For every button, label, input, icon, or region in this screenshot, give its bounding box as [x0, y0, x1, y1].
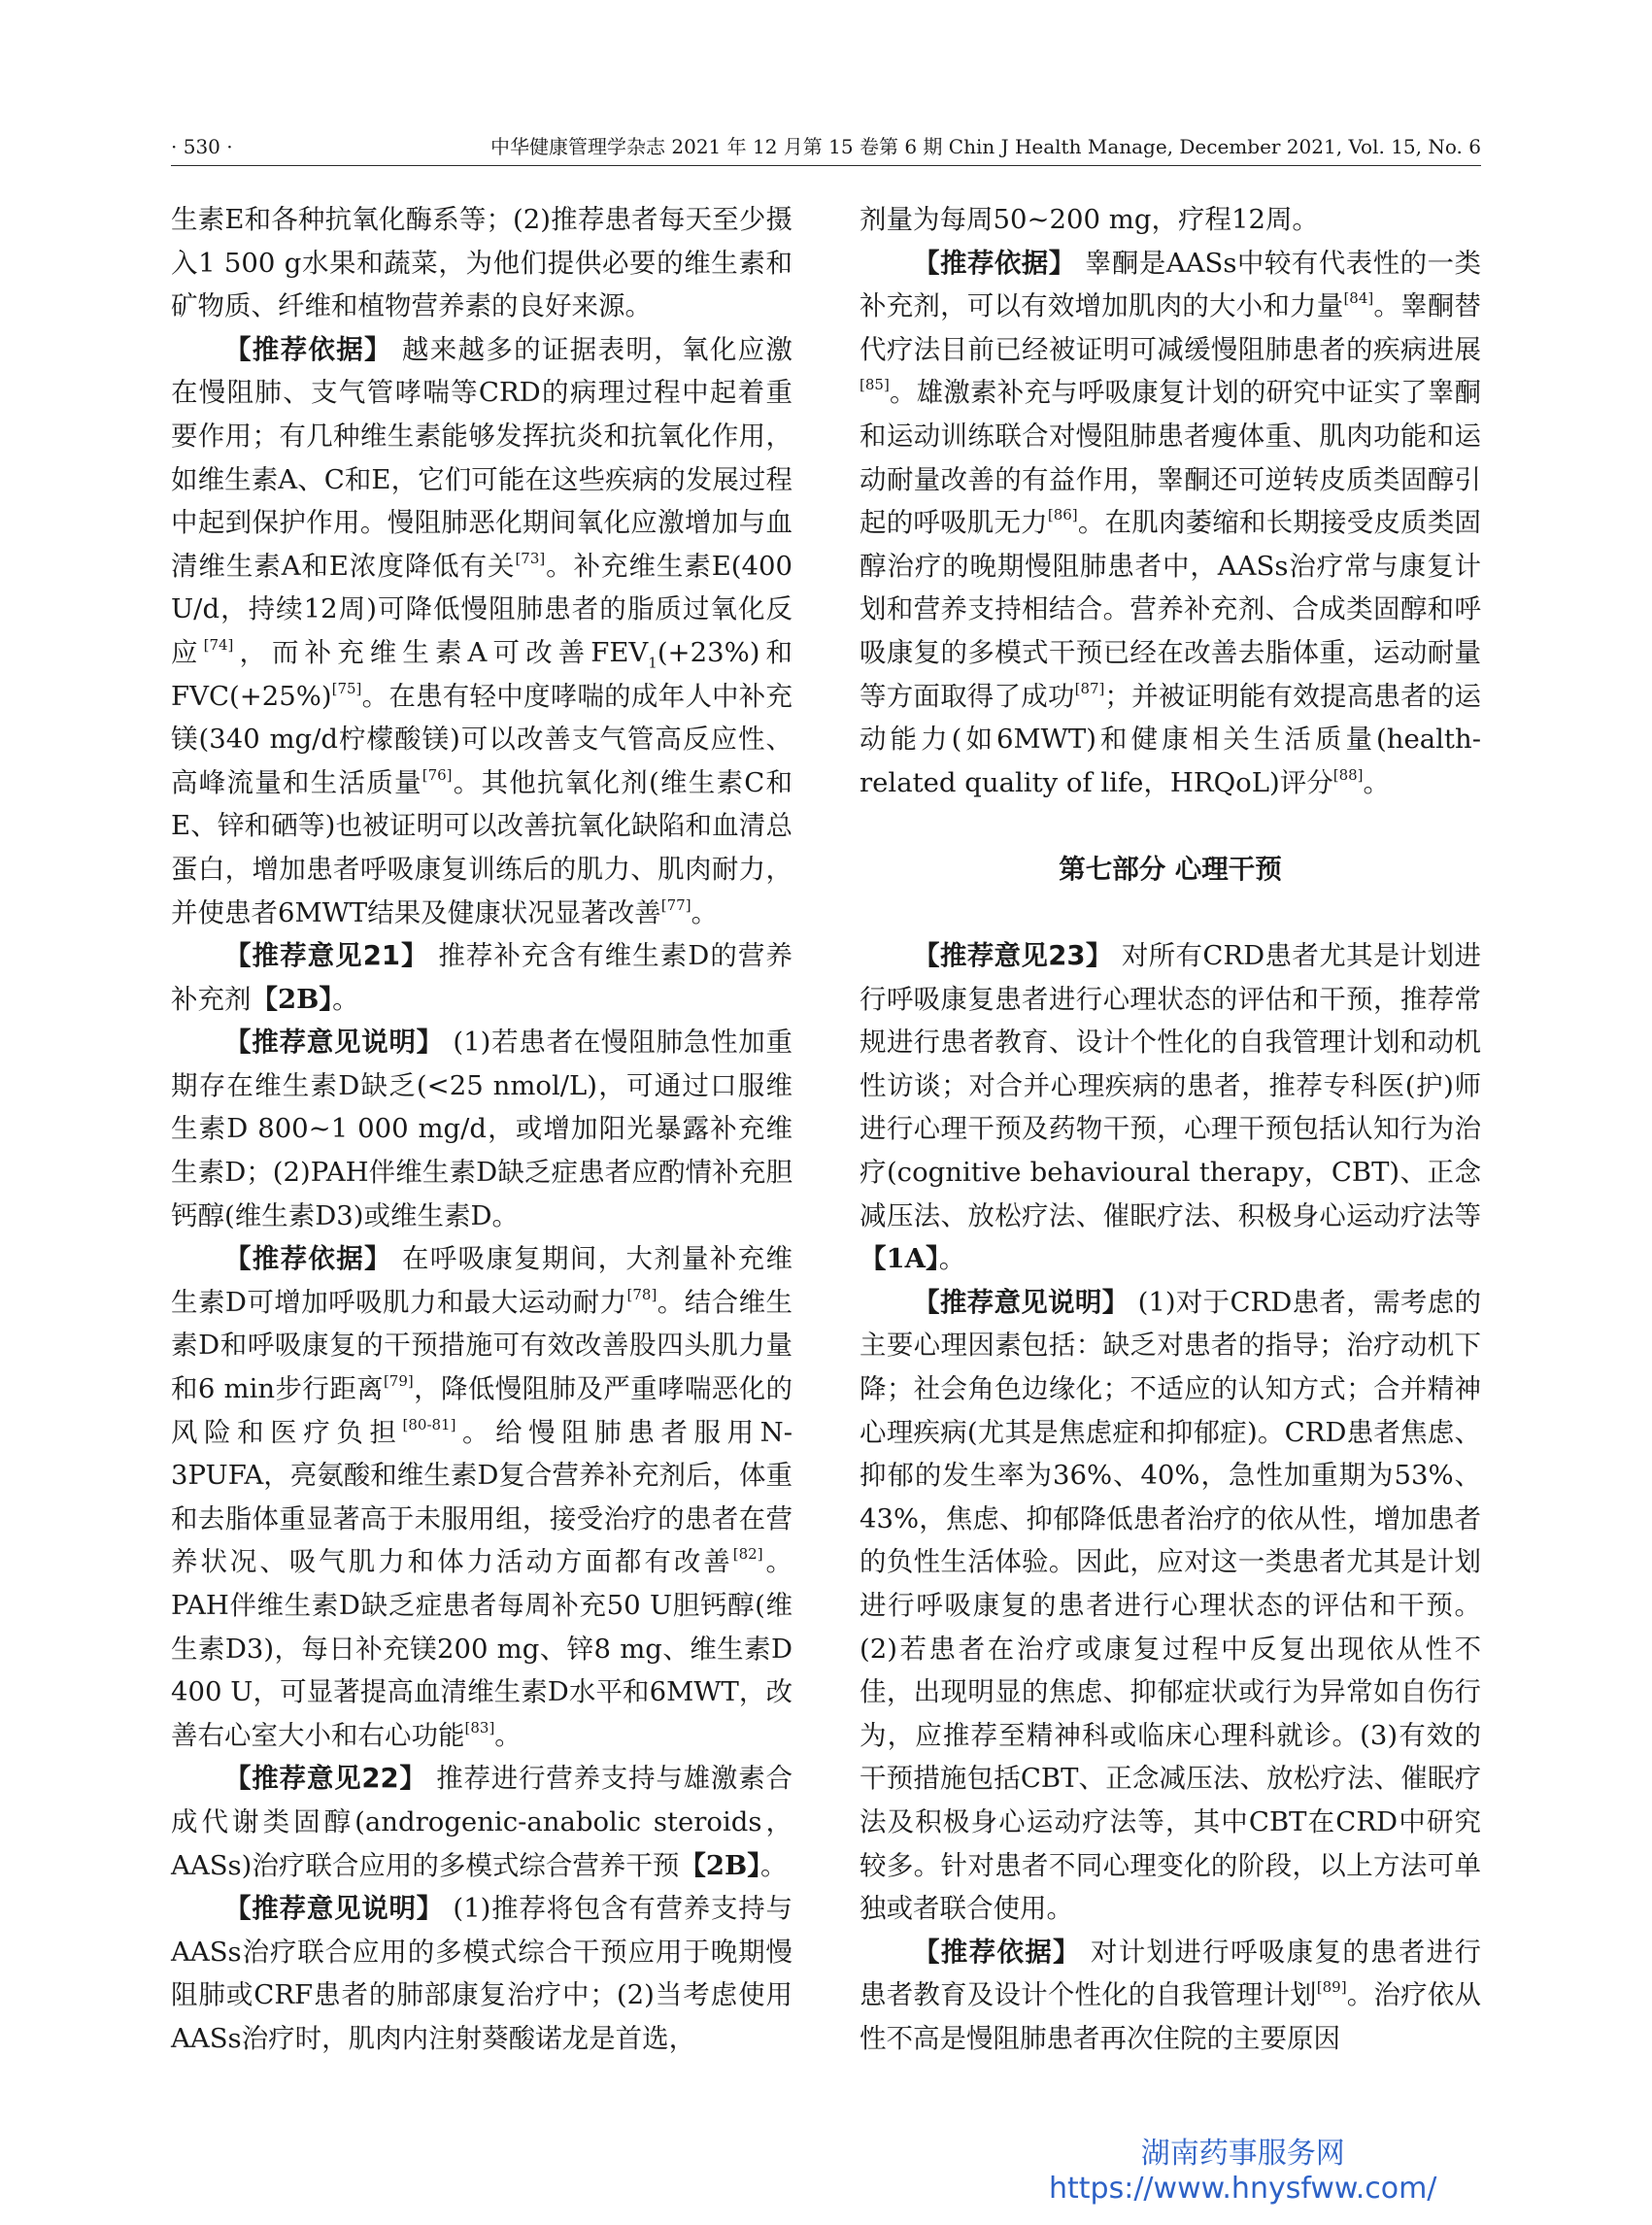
paragraph-text: 。PAH伴维生素D缺乏症患者每周补充50 U胆钙醇(维生素D3)，每日补充镁200 mg、锌8 mg、维生素D 400 U，可显著提高血清维生素D水平和6MWT，改善右心室大小和右心功能	[171, 1546, 793, 1751]
paragraph-text: 。治疗依从性不高是慢阻肺患者再次住院的主要原因	[860, 1979, 1482, 2054]
page-number: · 530 ·	[171, 135, 233, 158]
evidence-tag: 【推荐依据】	[224, 333, 392, 365]
paragraph-evidence-self-management	[860, 1931, 1481, 2061]
left-column	[171, 198, 792, 2061]
citation-ref: [79]	[383, 1372, 414, 1391]
evidence-tag: 【推荐依据】	[913, 1936, 1081, 1968]
paragraph-evidence-testosterone	[860, 242, 1481, 805]
citation-ref: [75]	[331, 679, 362, 697]
citation-ref: [77]	[660, 895, 691, 914]
paragraph-text: 越来越多的证据表明，氧化应激在慢阻肺、支气管哮喘等CRD的病理过程中起着重要作用；有几种维生素能够发挥抗炎和抗氧化作用，如维生素A、C和E，它们可能在这些疾病的发展过程中起到保护作用。慢阻肺恶化期间氧化应激增加与血清维生素A和E浓度降低有关	[171, 333, 792, 582]
citation-ref: [82]	[732, 1545, 763, 1564]
paragraph-text: 。在患有轻中度哮喘的成年人中补充镁(340 mg/d柠檬酸镁)可以改善支气管高反应性、高峰流量和生活质量	[171, 680, 792, 798]
subscript: 1	[648, 654, 657, 672]
paragraph-text: 。雄激素补充与呼吸康复计划的研究中证实了睾酮和运动训练联合对慢阻肺患者瘦体重、肌肉功能和运动耐量改善的有益作用，睾酮还可逆转皮质类固醇引起的呼吸肌无力	[860, 377, 1481, 539]
journal-citation: 中华健康管理学杂志 2021 年 12 月第 15 卷第 6 期 Chin J Health Manage, December 2021, Vol. 15, No. 6	[490, 135, 1481, 158]
citation-ref: [83]	[464, 1718, 495, 1736]
recommendation-21-explanation	[171, 1021, 792, 1237]
recommendation-21	[171, 934, 792, 1021]
paragraph-text: 推荐补充含有维生素D的营养补充剂	[171, 940, 792, 1015]
paragraph-text: 。	[691, 896, 719, 928]
paragraph-text: 。睾酮替代疗法目前已经被证明可减缓慢阻肺患者的疾病进展	[860, 290, 1481, 365]
paragraph-text: 对所有CRD患者尤其是计划进行呼吸康复患者进行心理状态的评估和干预，推荐常规进行患者教育、设计个性化的自我管理计划和动机性访谈；对合并心理疾病的患者，推荐专科医(护)师进行心理干预及药物干预，心理干预包括认知行为治疗(cognitive behavioural therapy，CBT)、正念减压法、放松疗法、催眠疗法、积极身心运动疗法等	[860, 940, 1481, 1231]
recommendation-tag: 【推荐意见22】	[224, 1763, 427, 1795]
paragraph-text: 。结合维生素D和呼吸康复的干预措施可有效改善股四头肌力量和6 min步行距离	[171, 1286, 793, 1405]
citation-ref: [74]	[203, 635, 234, 654]
recommendation-tag: 【推荐意见21】	[224, 940, 429, 972]
watermark-site-name: 湖南药事服务网	[1140, 2137, 1345, 2171]
recommendation-tag: 【推荐意见23】	[913, 940, 1113, 972]
recommendation-22	[171, 1757, 792, 1887]
citation-ref: [89]	[1316, 1978, 1347, 1997]
explanation-tag: 【推荐意见说明】	[913, 1286, 1129, 1318]
paragraph-continued: 剂量为每周50~200 mg，疗程12周。	[860, 204, 1319, 235]
evidence-tag: 【推荐依据】	[224, 1243, 392, 1275]
paragraph-text: 。	[760, 1849, 788, 1881]
evidence-grade: 【1A】	[860, 1243, 939, 1275]
site-watermark	[1049, 2137, 1436, 2207]
citation-ref: [76]	[421, 765, 453, 784]
paragraph-text: 。补充维生素E(400 U/d，持续12周)可降低慢阻肺患者的脂质过氧化反应	[171, 550, 793, 668]
paragraph-text: ，而补充维生素A可改善FEV	[233, 636, 649, 668]
paragraph-evidence-vitamin-d	[171, 1237, 792, 1757]
paragraph-text: (1)推荐将包含有营养支持与AASs治疗联合应用的多模式综合干预应用于晚期慢阻肺或CRF患者的肺部康复治疗中；(2)当考虑使用AASs治疗时，肌肉内注射葵酸诺龙是首选，	[171, 1893, 792, 2054]
paragraph-text: 。	[1363, 766, 1391, 798]
paragraph-text: 。	[494, 1719, 522, 1751]
paragraph-text: 睾酮是AASs中较有代表性的一类补充剂，可以有效增加肌肉的大小和力量	[860, 247, 1481, 322]
evidence-grade: 【2B】	[251, 983, 333, 1015]
paragraph-text: 。	[332, 983, 359, 1015]
paragraph-text: (1)对于CRD患者，需考虑的主要心理因素包括：缺乏对患者的指导；治疗动机下降；社会角色边缘化；不适应的认知方式；合并精神心理疾病(尤其是焦虑症和抑郁症)。CRD患者焦虑、抑郁的发生率为36%、40%，急性加重期为53%、43%，焦虑、抑郁降低患者治疗的依从性，增加患者的负性生活体验。因此，应对这一类患者尤其是计划进行呼吸康复的患者进行心理状态的评估和干预。(2)若患者在治疗或康复过程中反复出现依从性不佳，出现明显的焦虑、抑郁症状或行为异常如自伤行为，应推荐至精神科或临床心理科就诊。(3)有效的干预措施包括CBT、正念减压法、放松疗法、催眠疗法及积极身心运动疗法等，其中CBT在CRD中研究较多。针对患者不同心理变化的阶段，以上方法可单独或者联合使用。	[860, 1286, 1481, 1925]
citation-ref: [85]	[860, 376, 890, 394]
paragraph-continued: 生素E和各种抗氧化酶系等；(2)推荐患者每天至少摄入1 500 g水果和蔬菜，为他们提供必要的维生素和矿物质、纤维和植物营养素的良好来源。	[171, 204, 792, 322]
citation-ref: [78]	[626, 1285, 657, 1303]
recommendation-22-explanation	[171, 1887, 792, 2060]
citation-ref: [84]	[1343, 289, 1374, 308]
paragraph-text: 。在肌肉萎缩和长期接受皮质类固醇治疗的晚期慢阻肺患者中，AASs治疗常与康复计划和营养支持相结合。营养补充剂、合成类固醇和呼吸康复的多模式干预已经在改善去脂体重，运动耐量等方面取得了成功	[860, 507, 1482, 712]
citation-ref: [88]	[1332, 765, 1364, 784]
section-heading: 第七部分 心理干预	[1059, 853, 1282, 885]
paragraph-text: (+23%)和FVC(+25%)	[171, 636, 793, 712]
citation-ref: [86]	[1047, 506, 1078, 524]
explanation-tag: 【推荐意见说明】	[224, 1027, 444, 1059]
paragraph-text: 在呼吸康复期间，大剂量补充维生素D可增加呼吸肌力和最大运动耐力	[171, 1243, 792, 1318]
evidence-tag: 【推荐依据】	[913, 247, 1076, 279]
running-header	[171, 132, 1481, 166]
paragraph-text: ，降低慢阻肺及严重哮喘恶化的风险和医疗负担	[171, 1373, 792, 1448]
recommendation-23-explanation	[860, 1281, 1481, 1931]
recommendation-23	[860, 934, 1481, 1281]
paragraph-text: 对计划进行呼吸康复的患者进行患者教育及设计个性化的自我管理计划	[860, 1936, 1481, 2011]
paragraph-text: (1)若患者在慢阻肺急性加重期存在维生素D缺乏(<25 nmol/L)，可通过口服维生素D 800~1 000 mg/d，或增加阳光暴露补充维生素D；(2)PAH伴维生素D缺乏症患者应酌情补充胆钙醇(维生素D3)或维生素D。	[171, 1027, 792, 1231]
paragraph-text: 推荐进行营养支持与雄激素合成代谢类固醇(androgenic-anabolic steroids，AASs)治疗联合应用的多模式综合营养干预	[171, 1763, 792, 1881]
paragraph-text: 。给慢阻肺患者服用N-3PUFA，亮氨酸和维生素D复合营养补充剂后，体重和去脂体重显著高于未服用组，接受治疗的患者在营养状况、吸气肌力和体力活动方面都有改善	[171, 1416, 793, 1578]
citation-ref: [87]	[1074, 679, 1105, 697]
paragraph-evidence-antioxidants	[171, 328, 792, 934]
paragraph-text: 。其他抗氧化剂(维生素C和E、锌和硒等)也被证明可以改善抗氧化缺陷和血清总蛋白，增加患者呼吸康复训练后的肌力、肌肉耐力，并使患者6MWT结果及健康状况显著改善	[171, 766, 792, 928]
citation-ref: [80-81]	[402, 1415, 456, 1433]
evidence-grade: 【2B】	[679, 1849, 761, 1881]
paragraph-text: ；并被证明能有效提高患者的运动能力(如6MWT)和健康相关生活质量(health-related quality of life，HRQoL)评分	[860, 680, 1482, 798]
watermark-url: https://www.hnysfww.com/	[1049, 2172, 1437, 2206]
paragraph-text: 。	[938, 1243, 966, 1275]
right-column	[860, 198, 1481, 2061]
explanation-tag: 【推荐意见说明】	[224, 1893, 444, 1925]
citation-ref: [73]	[515, 549, 546, 567]
